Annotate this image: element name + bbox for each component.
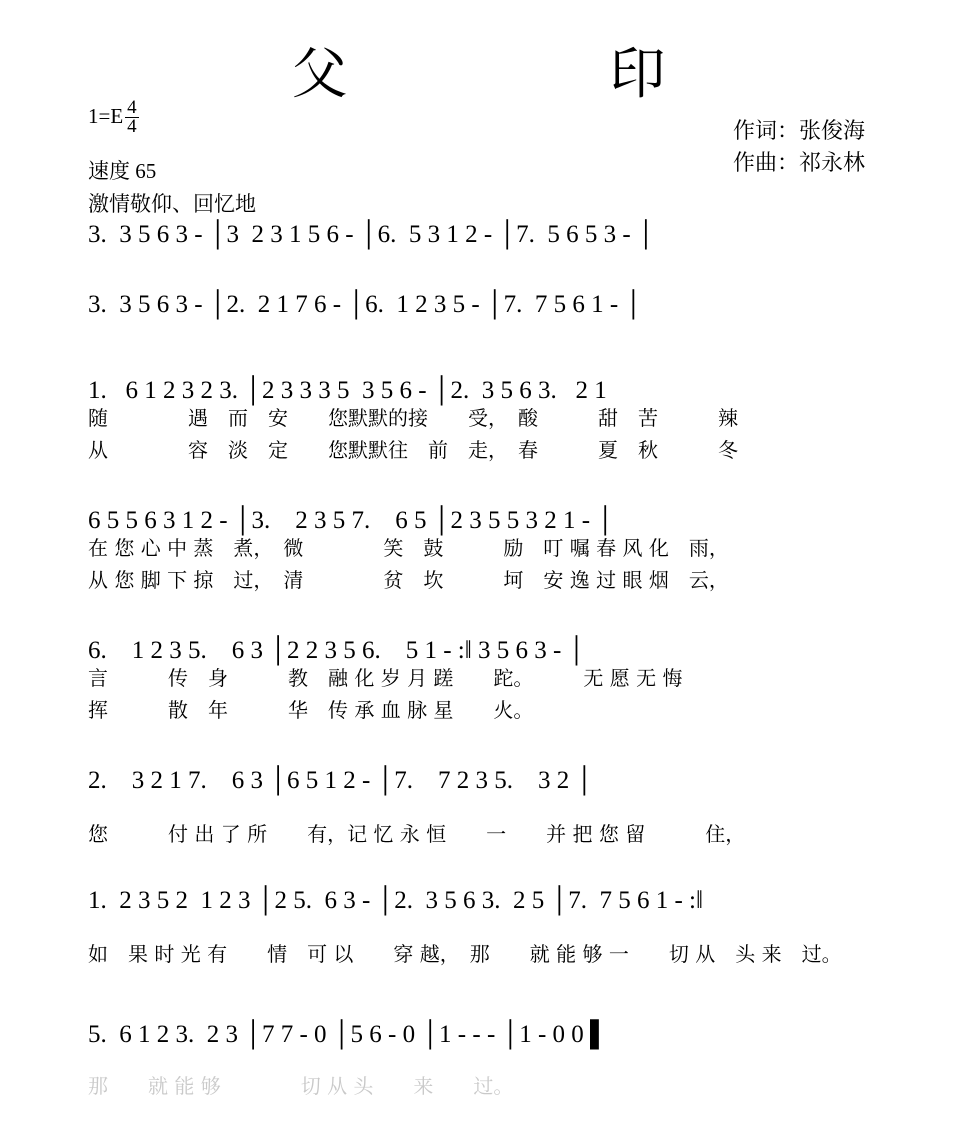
notation-line: 1. 2 3 5 2 1 2 3 │2 5. 6 3 - │2. 3 5 6 3. 2 5 │7. 7 5 6 1 - :‖	[88, 887, 704, 914]
music-system-3	[88, 378, 878, 465]
lyric-line-verse1: 在 您 心 中 蒸 煮， 微 笑 鼓 励 叮 嘱 春 风 化 雨，	[88, 536, 729, 560]
key-signature	[88, 97, 139, 141]
music-system-1	[88, 222, 878, 247]
credits	[733, 115, 865, 179]
lyric-line-verse2: 从 您 脚 下 掠 过， 清 贫 坎 坷 安 逸 过 眼 烟 云，	[88, 568, 729, 592]
time-signature-numerator: 4	[127, 97, 137, 118]
composer-credit: 作曲：祁永林	[732, 149, 865, 175]
notation-line: 6. 1 2 3 5. 6 3 │2 2 3 5 6. 5 1 - :‖ 3 5 6 3 - │	[88, 637, 586, 664]
lyric-line-verse1: 您 付 出 了 所 有，记 忆 永 恒 一 并 把 您 留 住，	[88, 822, 746, 846]
lyric-line-verse1: 那 就 能 够 切 从 头 来 过。	[88, 1074, 514, 1098]
lyric-line-verse2: 挥 散 年 华 传 承 血 脉 星 火。	[88, 698, 534, 722]
notation-line: 3. 3 5 6 3 - │2. 2 1 7 6 - │6. 1 2 3 5 - │7. 7 5 6 1 - │	[88, 291, 643, 318]
notation-line: 5. 6 1 2 3. 2 3 │7 7 - 0 │5 6 - 0 │1 - - - │1 - 0 0 ▌	[88, 1021, 608, 1048]
lyric-line-verse2: 从 容 淡 定 您默默往 前 走， 春 夏 秋 冬	[88, 438, 738, 462]
expression-marking: 激情敬仰、回忆地	[88, 192, 256, 216]
music-system-7	[88, 888, 878, 969]
key-label: 1=E	[88, 104, 124, 128]
notation-line: 3. 3 5 6 3 - │3 2 3 1 5 6 - │6. 5 3 1 2 - │7. 5 6 5 3 - │	[88, 221, 655, 248]
page-title: 父 印	[291, 42, 716, 107]
music-system-6	[88, 768, 878, 849]
time-signature-denominator: 4	[127, 116, 137, 138]
time-signature	[125, 99, 139, 136]
music-system-8	[88, 1022, 878, 1101]
lyricist-credit: 作词：张俊海	[732, 118, 865, 143]
notation-line: 6 5 5 6 3 1 2 - │3. 2 3 5 7. 6 5 │2 3 5 5 3 2 1 - │	[88, 507, 615, 534]
lyric-line-verse1: 言 传 身 教 融 化 岁 月 蹉 跎。 无 愿 无 悔	[88, 666, 683, 690]
music-system-2	[88, 292, 878, 317]
music-system-4	[88, 508, 878, 595]
notation-line: 1. 6 1 2 3 2 3. │2 3 3 3 5 3 5 6 - │2. 3 5 6 3. 2 1	[88, 377, 607, 404]
notation-line: 2. 3 2 1 7. 6 3 │6 5 1 2 - │7. 7 2 3 5. 3 2 │	[88, 767, 594, 794]
tempo-marking: 速度 65	[88, 159, 157, 183]
music-system-5	[88, 638, 878, 725]
lyric-line-verse1: 如 果 时 光 有 情 可 以 穿 越， 那 就 能 够 一 切 从 头 来 过。	[88, 942, 842, 966]
lyric-line-verse1: 随 遇 而 安 您默默的接 受， 酸 甜 苦 辣	[88, 406, 738, 430]
